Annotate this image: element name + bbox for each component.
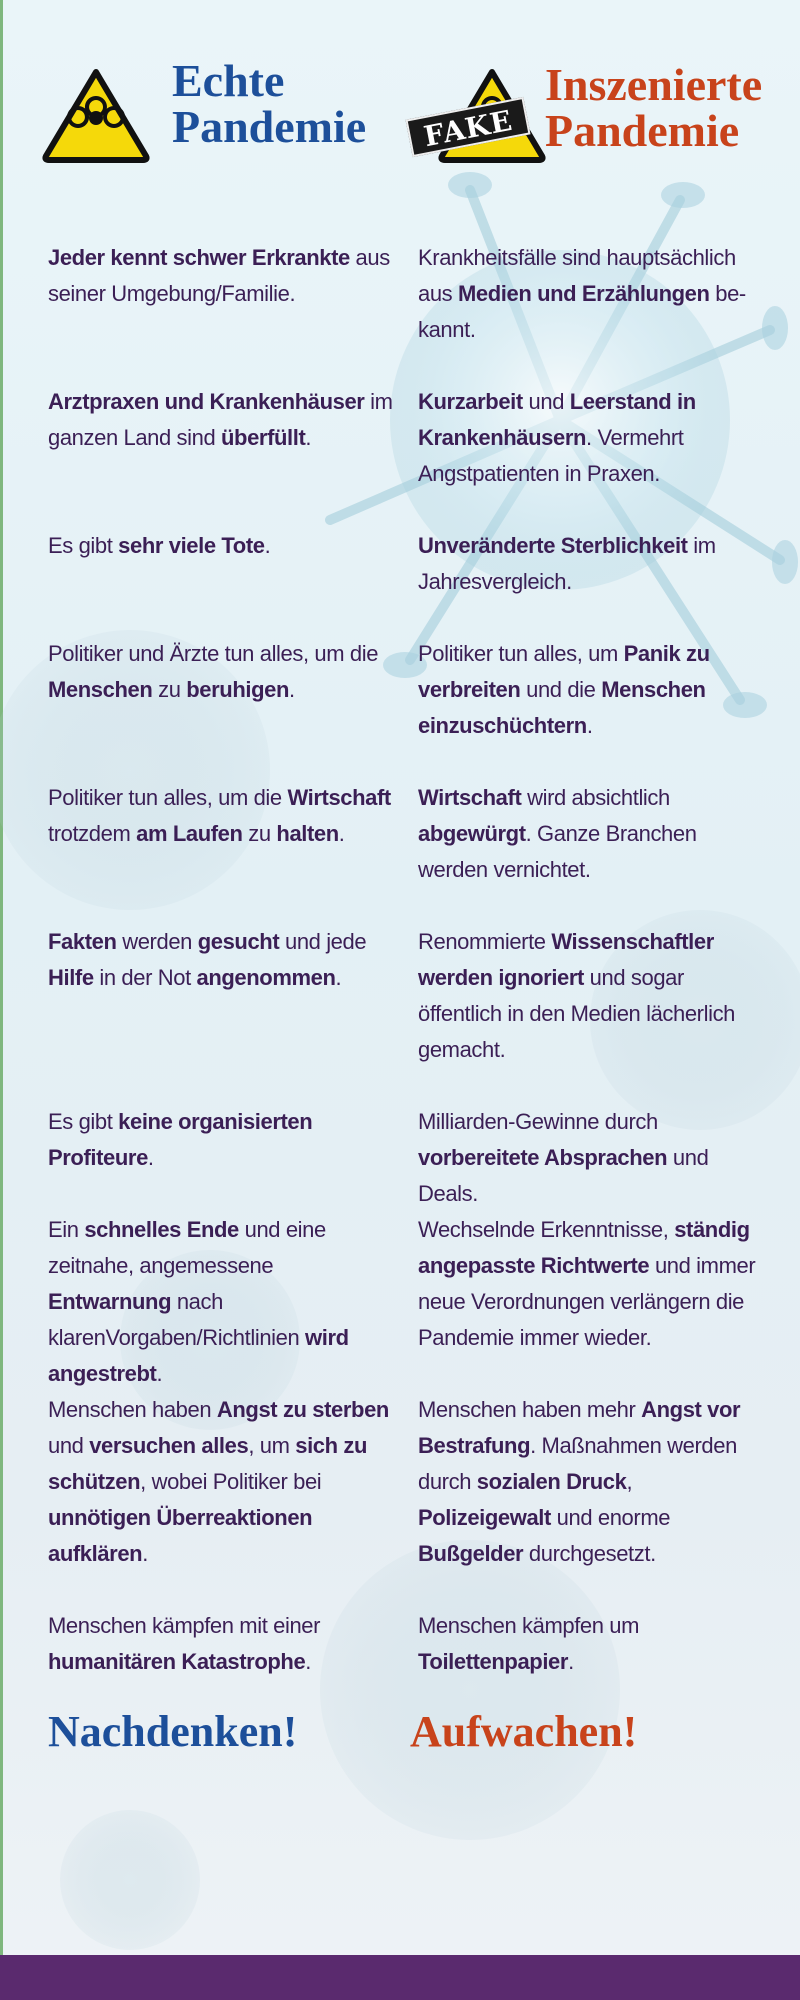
emphasis-text: beruhigen (186, 677, 290, 702)
body-text: . (142, 1541, 148, 1566)
emphasis-text: Angst vor Bestrafung (418, 1397, 741, 1458)
body-text: . Maßnahmen werden durch (418, 1433, 737, 1494)
emphasis-text: Wirtschaft (418, 785, 522, 810)
body-text: . (289, 677, 295, 702)
body-text: im ganzen Land sind (48, 389, 393, 450)
body-text: Milliarden-Gewinne durch (418, 1109, 658, 1134)
body-text: Wechselnde Erkenntnisse, (418, 1217, 675, 1242)
emphasis-text: Bußgelder (418, 1541, 524, 1566)
body-text: . (568, 1649, 574, 1674)
body-text: und Deals. (418, 1145, 709, 1206)
emphasis-text: Wissenschaftler werden ignoriert (418, 929, 714, 990)
body-text: Politiker tun alles, um (418, 641, 624, 666)
emphasis-text: keine organisierten Profiteure (48, 1109, 313, 1170)
emphasis-text: Wirtschaft (287, 785, 391, 810)
right-closing: Aufwachen! (410, 1707, 638, 1756)
body-text: zu (242, 821, 277, 846)
emphasis-text: schnelles Ende (84, 1217, 239, 1242)
left-entry (48, 636, 393, 708)
emphasis-text: Hilfe (48, 965, 94, 990)
emphasis-text: am Laufen (136, 821, 243, 846)
emphasis-text: Entwarnung (48, 1289, 172, 1314)
body-text: . (156, 1361, 163, 1386)
body-text: . (305, 1649, 312, 1674)
body-text: und die (520, 677, 602, 702)
body-text: Renommierte (418, 929, 552, 954)
right-entry (418, 1104, 763, 1212)
body-text: im Jahresvergleich. (418, 533, 716, 594)
body-text: Ein (48, 1217, 85, 1242)
emphasis-text: angenommen (196, 965, 336, 990)
emphasis-text: sozialen Druck (476, 1469, 627, 1494)
body-text: und immer neue Verordnungen verlängern die Pandemie immer wieder. (418, 1253, 756, 1350)
emphasis-text: unnötigen Überreaktionen aufklären (48, 1505, 313, 1566)
right-entry (418, 528, 763, 600)
body-text: , wobei Politiker bei (140, 1469, 322, 1494)
left-entry (48, 384, 393, 456)
emphasis-text: ständig angepasste Richtwerte (418, 1217, 750, 1278)
right-entry (418, 1212, 763, 1356)
body-text: , um (248, 1433, 296, 1458)
emphasis-text: Kurzarbeit (418, 389, 523, 414)
emphasis-text: Unveränderte Sterblichkeit (418, 533, 688, 558)
emphasis-text: Leerstand in Krankenhäusern (418, 389, 696, 450)
left-title: Echte Pandemie (172, 55, 367, 152)
emphasis-text: Panik zu verbreiten (418, 641, 710, 702)
body-text: . Vermehrt Angstpatienten in Praxen. (418, 425, 684, 486)
emphasis-text: Medien und Erzählungen (457, 281, 710, 306)
left-entry (48, 1212, 393, 1392)
left-entry (48, 924, 393, 996)
body-text: nach klarenVorgaben/Richtlinien (48, 1289, 306, 1350)
biohazard-warning-icon (40, 66, 152, 164)
body-text: und (522, 389, 570, 414)
right-entry (418, 780, 763, 888)
emphasis-text: Toilettenpapier (418, 1649, 569, 1674)
body-text: und sogar öffentlich in den Medien lächerlich gemacht. (418, 965, 736, 1062)
right-entry (418, 636, 763, 744)
left-entry (48, 1104, 393, 1176)
body-text: Menschen haben mehr (418, 1397, 642, 1422)
emphasis-text: abgewürgt (418, 821, 526, 846)
left-entry (48, 240, 393, 312)
body-text: . (264, 533, 271, 558)
body-text: und jede (279, 929, 367, 954)
body-text: be-kannt. (418, 281, 746, 342)
bottom-band (0, 1955, 800, 2000)
body-text: Politiker und Ärzte tun alles, um die (48, 641, 379, 666)
emphasis-text: vorbereitete Absprachen (418, 1145, 668, 1170)
body-text: trotzdem (48, 821, 137, 846)
body-text: und (48, 1433, 90, 1458)
emphasis-text: sich zu schützen (48, 1433, 368, 1494)
body-text: Menschen haben (48, 1397, 217, 1422)
left-entry (48, 528, 393, 564)
emphasis-text: überfüllt (221, 425, 306, 450)
right-entry (418, 1392, 763, 1572)
body-text: werden (116, 929, 198, 954)
body-text: . (586, 713, 593, 738)
right-title: Inszenierte Pandemie (545, 59, 763, 156)
left-entry (48, 1392, 393, 1572)
body-text: Es gibt (48, 533, 119, 558)
body-text: . (147, 1145, 154, 1170)
fake-stamp: FAKE (405, 97, 530, 157)
body-text: in der Not (93, 965, 197, 990)
emphasis-text: Polizeigewalt (418, 1505, 551, 1530)
body-text: zu (152, 677, 187, 702)
body-text: und eine zeitnahe, angemessene (48, 1217, 326, 1278)
body-text: Menschen kämpfen um (418, 1613, 640, 1638)
body-text: durchgesetzt. (523, 1541, 656, 1566)
body-text: . (305, 425, 312, 450)
right-entry (418, 240, 763, 348)
right-entry (418, 384, 763, 492)
body-text: , (626, 1469, 633, 1494)
body-text: . Ganze Branchen werden vernichtet. (418, 821, 697, 882)
emphasis-text: wird angestrebt (48, 1325, 349, 1386)
left-entry (48, 1608, 393, 1680)
right-entry (418, 1608, 763, 1680)
emphasis-text: Angst zu sterben (216, 1397, 389, 1422)
emphasis-text: gesucht (197, 929, 280, 954)
emphasis-text: sehr viele Tote (118, 533, 265, 558)
body-text: wird absichtlich (521, 785, 670, 810)
emphasis-text: Fakten (48, 929, 117, 954)
body-text: . (335, 965, 342, 990)
left-entry (48, 780, 393, 852)
body-text: Es gibt (48, 1109, 119, 1134)
emphasis-text: halten (276, 821, 339, 846)
body-text: und enorme (550, 1505, 671, 1530)
body-text: aus seiner Umgebung/Familie. (48, 245, 390, 306)
right-entry (418, 924, 763, 1068)
body-text: Politiker tun alles, um die (48, 785, 288, 810)
body-text: Krankheitsfälle sind hauptsächlich aus (418, 245, 736, 306)
left-closing: Nachdenken! (48, 1707, 298, 1756)
emphasis-text: Menschen einzuschüchtern (418, 677, 706, 738)
body-text: Menschen kämpfen mit einer (48, 1613, 321, 1638)
emphasis-text: versuchen alles (89, 1433, 249, 1458)
emphasis-text: humanitären Katastrophe (48, 1649, 306, 1674)
emphasis-text: Jeder kennt schwer Erkrankte (48, 245, 350, 270)
body-text: . (338, 821, 345, 846)
emphasis-text: Menschen (48, 677, 153, 702)
emphasis-text: Arztpraxen und Krankenhäuser (48, 389, 365, 414)
